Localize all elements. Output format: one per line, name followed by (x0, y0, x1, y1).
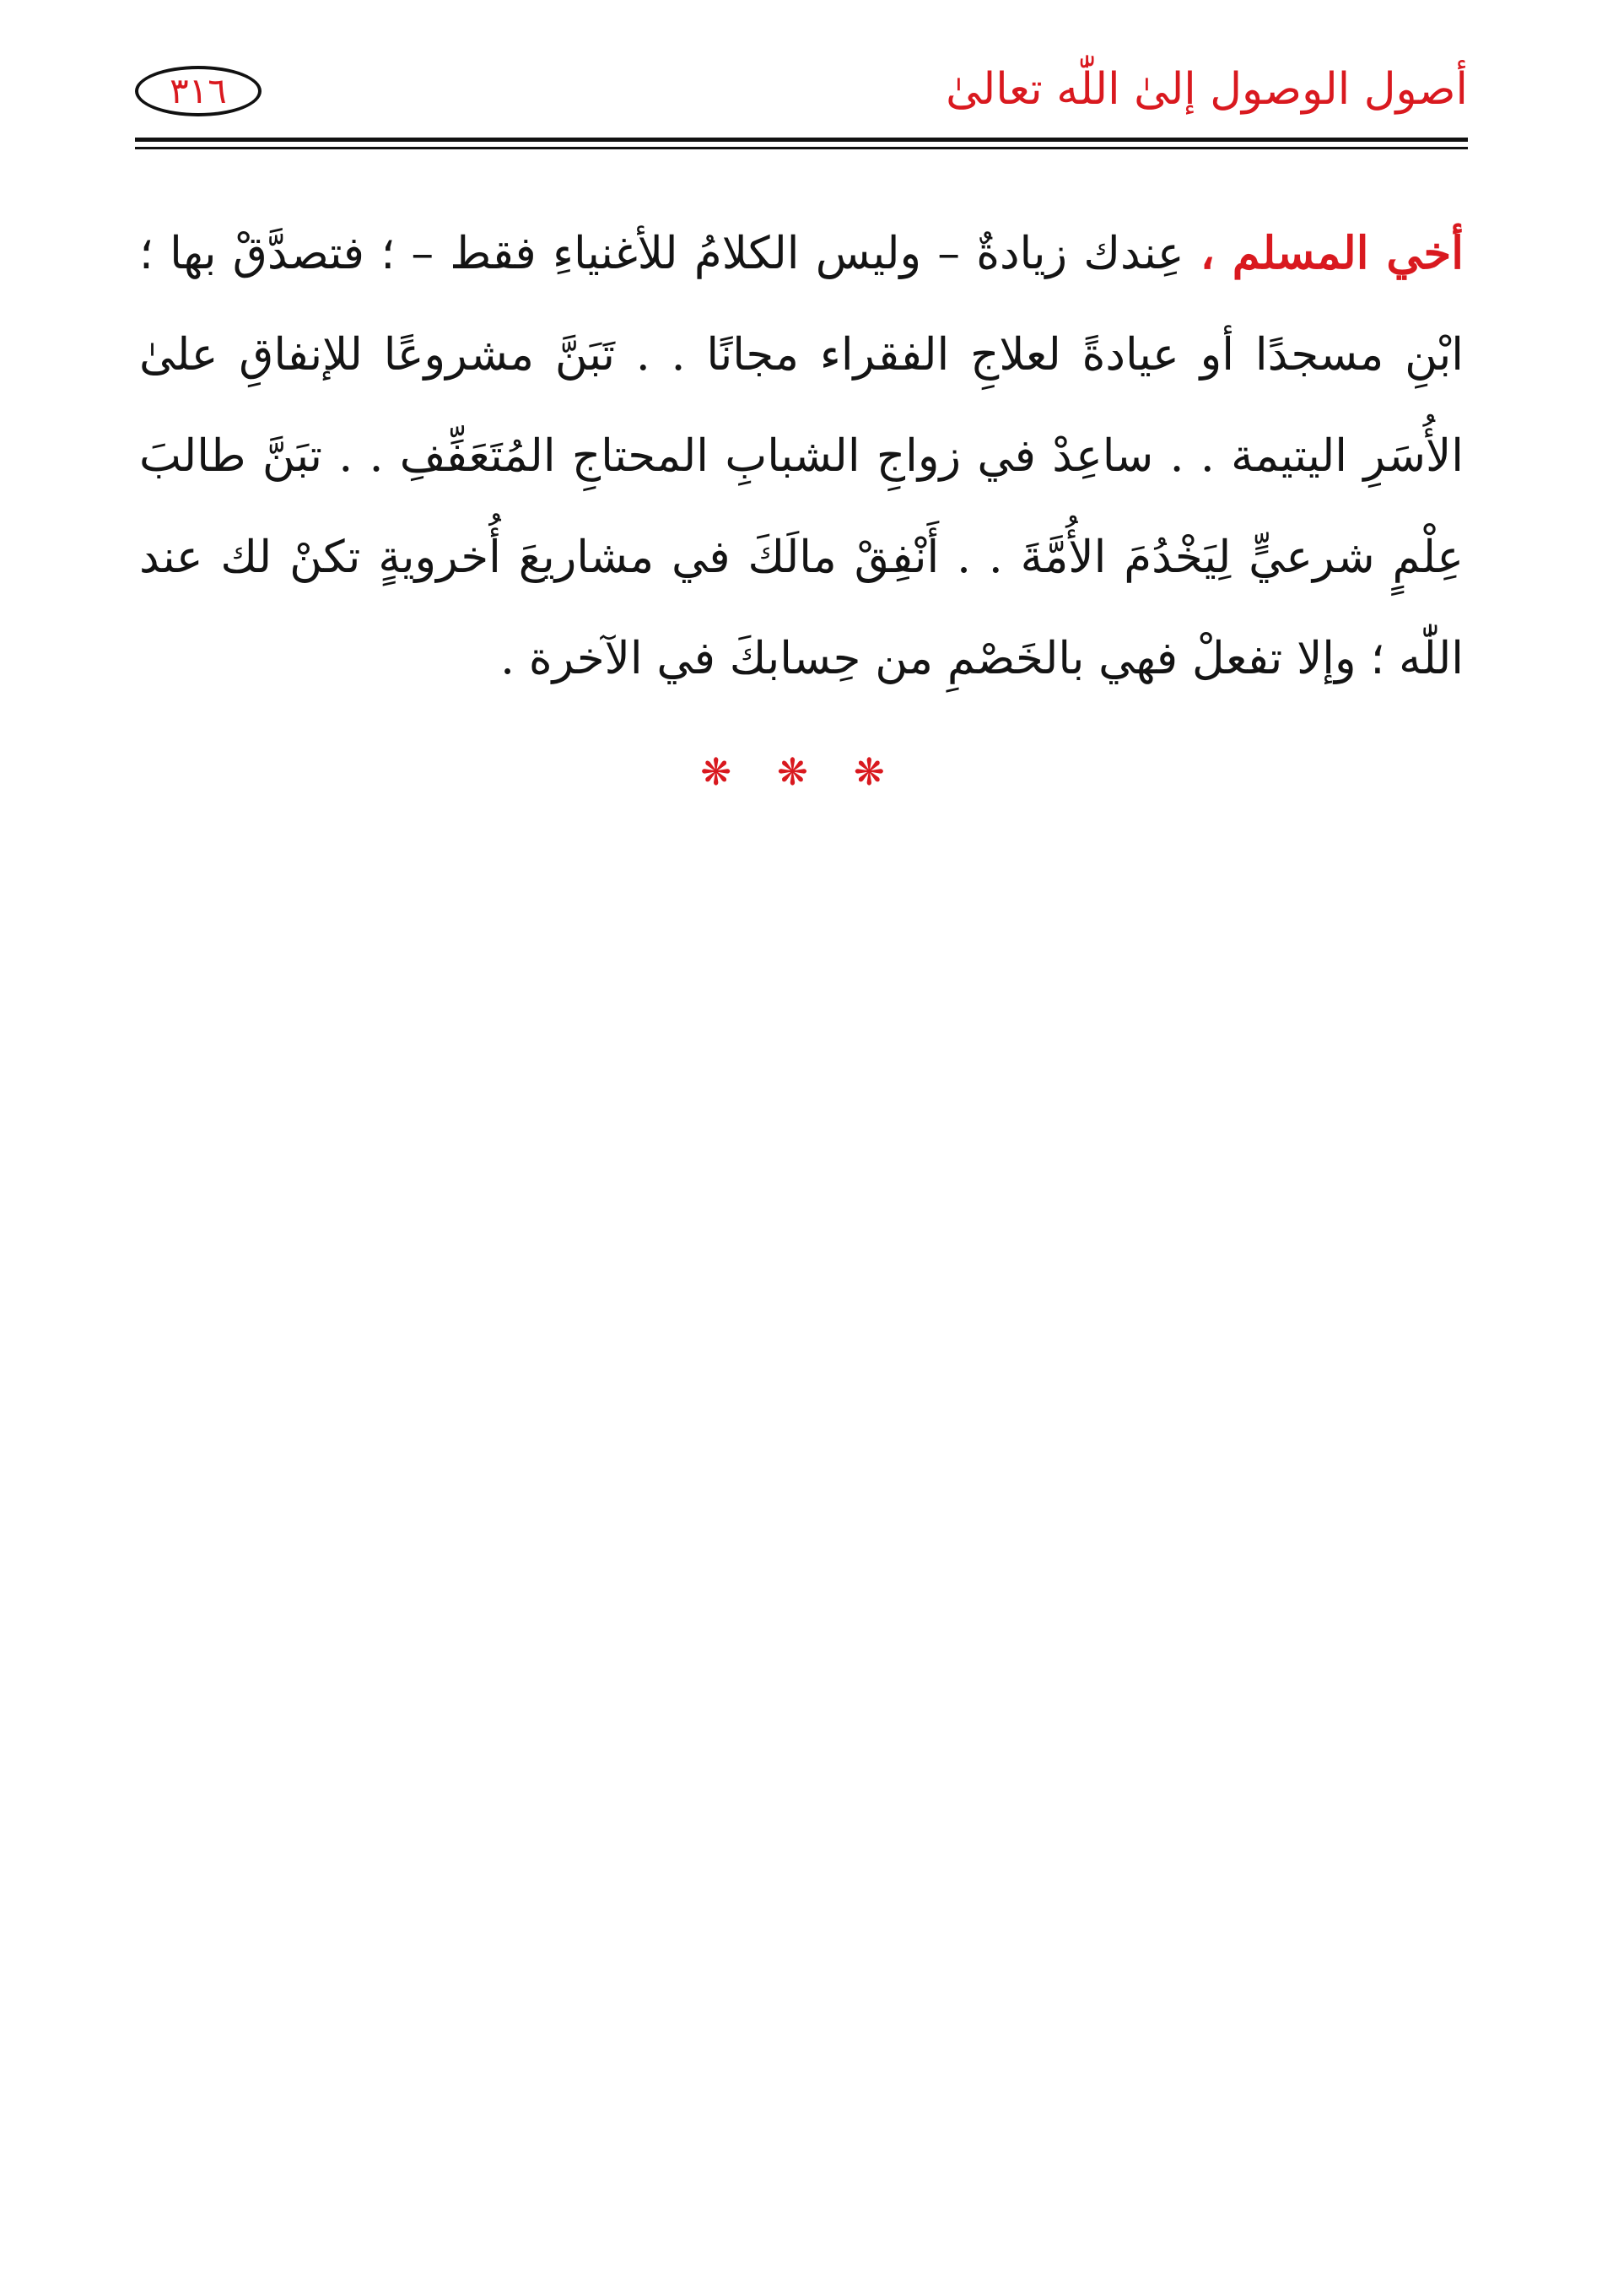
paragraph-lead: أخي المسلم ، (1200, 227, 1464, 279)
section-separator: ❋ ❋ ❋ (700, 751, 902, 794)
body-paragraph (139, 203, 1464, 710)
running-title: أصول الوصول إلىٰ اللّٰه تعالىٰ (946, 64, 1468, 115)
header-rule-thin (135, 147, 1468, 149)
header-rule-thick (135, 138, 1468, 142)
page-header (135, 51, 1468, 135)
page-number: ٣١٦ (135, 66, 262, 116)
paragraph-text: عِندك زيادةٌ – وليس الكلامُ للأغنياءِ فقط – ؛ فتصدَّقْ بها ؛ ابْنِ مسجدًا أو عيادةً لعلاجِ الفقراء مجانًا . . تَبَنَّ مشروعًا للإنفاقِ علىٰ الأُسَرِ اليتيمة . . ساعِدْ في زواجِ الشبابِ المحتاجِ المُتَعَفِّفِ . . تبَنَّ طالبَ عِلْمٍ شرعيٍّ لِيَخْدُمَ الأُمَّةَ . . أَنْفِقْ مالَكَ في مشاريعَ أُخرويةٍ تكنْ لك عند اللّٰه ؛ وإلا تفعلْ فهي بالخَصْمِ من حِسابكَ في الآخرة . (139, 228, 1464, 684)
